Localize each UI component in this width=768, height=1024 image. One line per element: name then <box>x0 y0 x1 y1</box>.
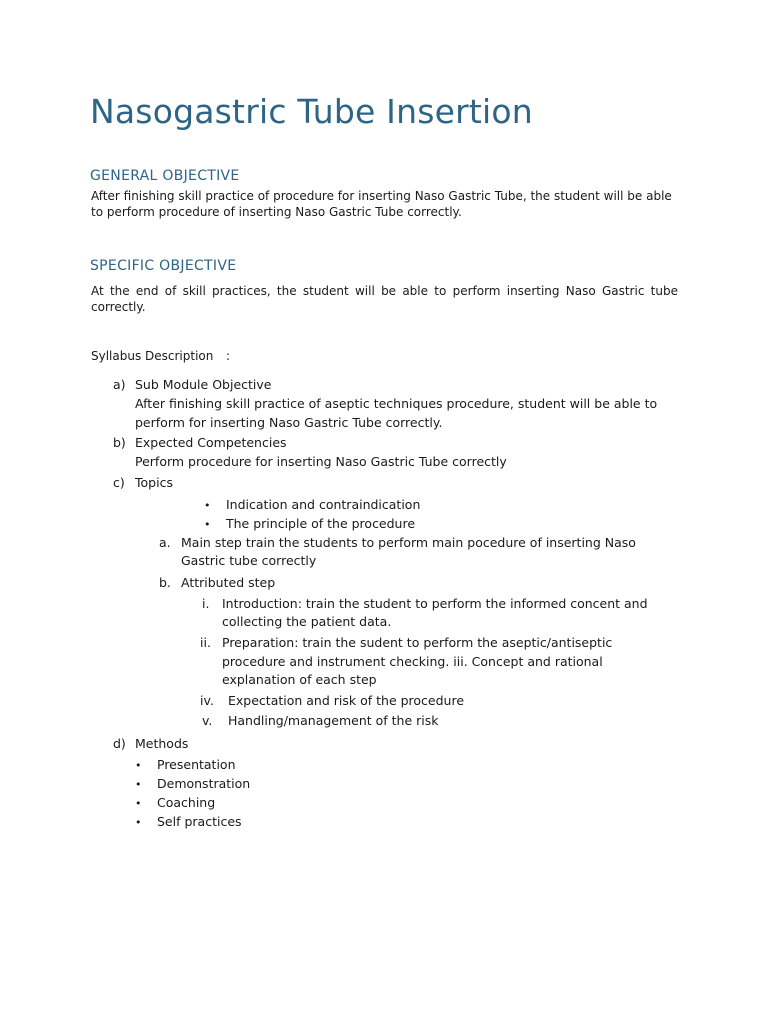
item-d-marker: d) <box>113 736 126 751</box>
general-objective-line-1: After finishing skill practice of procedure for inserting Naso Gastric Tube, the student will be able <box>91 189 672 203</box>
sub-a-line-2: Gastric tube correctly <box>181 553 317 568</box>
specific-objective-heading: SPECIFIC OBJECTIVE <box>90 258 237 274</box>
sub-b-title: Attributed step <box>181 575 276 590</box>
item-b-line-1: Perform procedure for inserting Naso Gastric Tube correctly <box>135 454 507 469</box>
bullet-icon: • <box>135 759 142 772</box>
item-a-line-1: After finishing skill practice of aseptic techniques procedure, student will be able to <box>135 396 658 411</box>
syllabus-description-label: Syllabus Description <box>91 349 214 363</box>
bullet-icon: • <box>135 797 142 810</box>
item-c-marker: c) <box>113 475 125 490</box>
bullet-icon: • <box>135 778 142 791</box>
bullet-icon: • <box>204 499 211 512</box>
roman-i-line-2: collecting the patient data. <box>222 614 392 629</box>
item-b-title: Expected Competencies <box>135 435 287 450</box>
page-title: Nasogastric Tube Insertion <box>90 92 533 131</box>
general-objective-heading: GENERAL OBJECTIVE <box>90 168 240 184</box>
roman-iv-text: Expectation and risk of the procedure <box>228 693 465 708</box>
syllabus-colon: : <box>226 349 231 363</box>
general-objective-line-2: to perform procedure of inserting Naso Gastric Tube correctly. <box>91 205 462 219</box>
method-item: Self practices <box>157 814 242 829</box>
roman-ii-line-3: explanation of each step <box>222 672 377 687</box>
method-item: Coaching <box>157 795 216 810</box>
roman-i-marker: i. <box>202 596 210 611</box>
topic-bullet-2: The principle of the procedure <box>226 516 416 531</box>
topic-bullet-1: Indication and contraindication <box>226 497 421 512</box>
item-a-title: Sub Module Objective <box>135 377 272 392</box>
roman-v-marker: v. <box>202 713 213 728</box>
item-d-title: Methods <box>135 736 189 751</box>
roman-ii-line-2: procedure and instrument checking. iii. Concept and rational <box>222 654 603 669</box>
bullet-icon: • <box>135 816 142 829</box>
item-a-line-2: perform for inserting Naso Gastric Tube correctly. <box>135 415 443 430</box>
item-a-marker: a) <box>113 377 126 392</box>
bullet-icon: • <box>204 518 211 531</box>
roman-iv-marker: iv. <box>200 693 214 708</box>
item-c-title: Topics <box>135 475 173 490</box>
sub-b-marker: b. <box>159 575 171 590</box>
item-b-marker: b) <box>113 435 126 450</box>
method-item: Demonstration <box>157 776 251 791</box>
sub-a-line-1: Main step train the students to perform main pocedure of inserting Naso <box>181 535 636 550</box>
method-item: Presentation <box>157 757 236 772</box>
roman-ii-line-1: Preparation: train the sudent to perform the aseptic/antiseptic <box>222 635 613 650</box>
specific-objective-text: At the end of skill practices, the student will be able to perform inserting Naso Gastric tube correctly. <box>91 284 678 314</box>
sub-a-marker: a. <box>159 535 171 550</box>
roman-ii-marker: ii. <box>200 635 211 650</box>
roman-i-line-1: Introduction: train the student to perform the informed concent and <box>222 596 648 611</box>
roman-v-text: Handling/management of the risk <box>228 713 439 728</box>
